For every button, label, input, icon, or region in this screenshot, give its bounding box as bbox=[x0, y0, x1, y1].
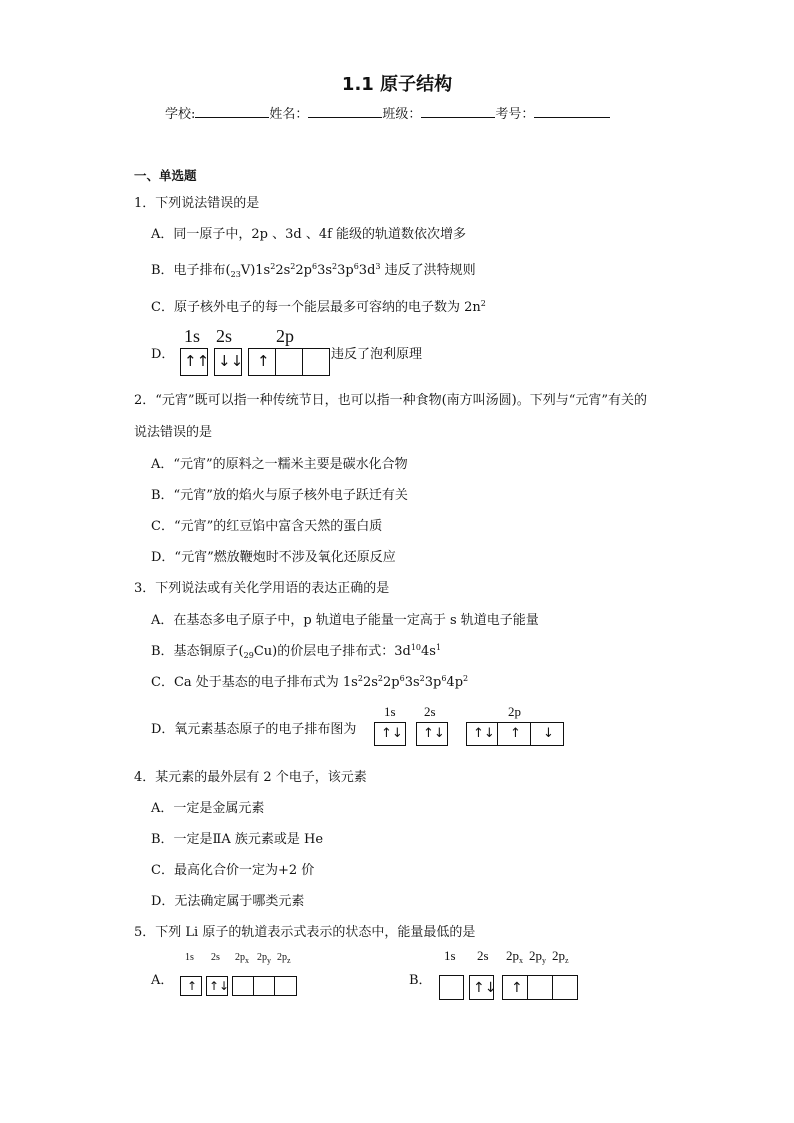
q1-option-d-text: 违反了泡利原理 bbox=[331, 347, 423, 362]
q4-option-a: A．一定是金属元素 bbox=[151, 801, 265, 816]
orbital-box bbox=[552, 975, 578, 1000]
question-2-stem-line1: 2．“元宵”既可以指一种传统节日，也可以指一种食物(南方叫汤圆)。下列与“元宵”有关的 bbox=[134, 393, 647, 408]
page-title: 1.1 原子结构 bbox=[341, 74, 453, 95]
question-4-stem: 4．某元素的最外层有 2 个电子，该元素 bbox=[134, 770, 367, 785]
orbital-box bbox=[180, 976, 202, 996]
q3-option-d-label: D．氧元素基态原子的电子排布图为 bbox=[151, 722, 357, 737]
orbital-label-2s: 2s bbox=[424, 704, 436, 719]
q2-option-a: A．“元宵”的原料之一糯米主要是碳水化合物 bbox=[151, 457, 408, 472]
up-up-arrow-icon: ↑↑ bbox=[184, 352, 210, 370]
orbital-label-2s: 2s bbox=[216, 326, 233, 346]
q4-option-c: C．最高化合价一定为+2 价 bbox=[151, 863, 315, 878]
orbital-box bbox=[497, 722, 531, 746]
q4-option-d: D．无法确定属于哪类元素 bbox=[151, 894, 305, 909]
orbital-label-1s: 1s bbox=[184, 326, 201, 346]
class-blank bbox=[421, 104, 495, 118]
orbital-label-2px: $2p_x$ bbox=[235, 952, 249, 965]
orbital-box bbox=[232, 976, 254, 996]
school-label: 学校: bbox=[165, 107, 196, 122]
up-arrow-icon: ↑ bbox=[510, 726, 521, 741]
orbital-box bbox=[469, 975, 497, 1000]
orbital-label-2py: $2p_y$ bbox=[529, 948, 546, 965]
class-label: 班级： bbox=[382, 107, 422, 122]
orbital-box bbox=[214, 348, 242, 376]
orbital-label-1s: 1s bbox=[384, 704, 396, 719]
orbital-label-2p: 2p bbox=[508, 704, 521, 719]
q1-option-c: C．原子核外电子的每一个能层最多可容纳的电子数为 $2n^2$ bbox=[151, 299, 486, 315]
orbital-label-2s: 2s bbox=[211, 952, 220, 963]
orbital-box bbox=[274, 976, 297, 996]
name-label: 姓名： bbox=[269, 107, 309, 122]
up-down-arrow-icon: ↑↓ bbox=[381, 726, 403, 741]
orbital-box bbox=[180, 348, 208, 376]
orbital-label-1s: 1s bbox=[444, 948, 456, 963]
orbital-box bbox=[439, 975, 464, 1000]
q5-b-orbital-diagram bbox=[436, 948, 586, 1002]
question-5-stem: 5．下列 Li 原子的轨道表示式表示的状态中，能量最低的是 bbox=[134, 925, 476, 940]
student-info-line bbox=[165, 103, 610, 122]
up-arrow-icon: ↑ bbox=[187, 979, 198, 993]
q2-option-c: C．“元宵”的红豆馅中富含天然的蛋白质 bbox=[151, 519, 383, 534]
orbital-box bbox=[527, 975, 553, 1000]
q5-option-a-label: A． bbox=[151, 973, 174, 988]
question-1-stem: 1．下列说法错误的是 bbox=[134, 196, 260, 211]
q1-option-b: B．电子排布$(_{23}V)1s^22s^22p^63s^23p^63d^3$ 违反了洪特规则 bbox=[151, 262, 476, 279]
orbital-label-2p: 2p bbox=[276, 326, 294, 346]
orbital-label-2px: $2p_x$ bbox=[506, 948, 523, 965]
up-down-arrow-icon: ↑↓ bbox=[473, 726, 495, 741]
orbital-box bbox=[248, 348, 276, 376]
q3-option-b: B．基态铜原子$(_{29}Cu)$的价层电子排布式：$3d^{10}4s^1$ bbox=[151, 643, 442, 660]
orbital-label-2pz: $2p_z$ bbox=[277, 952, 291, 965]
orbital-box bbox=[374, 722, 406, 746]
orbital-box bbox=[206, 976, 228, 996]
question-2-stem-line2: 说法错误的是 bbox=[134, 425, 213, 440]
q1-d-orbital-diagram bbox=[176, 326, 336, 378]
q5-option-b-label: B． bbox=[409, 973, 432, 988]
q3-option-c: C．Ca 处于基态的电子排布式为 $1s^22s^22p^63s^23p^64p^2$ bbox=[151, 674, 469, 690]
q2-option-d: D．“元宵”燃放鞭炮时不涉及氧化还原反应 bbox=[151, 550, 396, 565]
up-down-arrow-icon: ↑↓ bbox=[473, 980, 497, 996]
q4-option-b: B．一定是ⅡA 族元素或是 He bbox=[151, 832, 324, 847]
q3-option-a: A．在基态多电子原子中，p 轨道电子能量一定高于 s 轨道电子能量 bbox=[151, 613, 539, 628]
q5-a-orbital-diagram bbox=[177, 952, 307, 998]
down-down-arrow-icon: ↓↓ bbox=[218, 352, 244, 370]
orbital-label-2pz: $2p_z$ bbox=[552, 948, 569, 965]
orbital-box bbox=[466, 722, 498, 746]
orbital-box bbox=[530, 722, 564, 746]
orbital-label-2py: $2p_y$ bbox=[257, 952, 271, 965]
orbital-box bbox=[253, 976, 275, 996]
section-heading: 一、单选题 bbox=[134, 168, 197, 183]
down-arrow-icon: ↓ bbox=[543, 726, 554, 741]
q1-option-a: A．同一原子中，2p 、3d 、4f 能级的轨道数依次增多 bbox=[151, 227, 467, 242]
orbital-box bbox=[502, 975, 528, 1000]
up-down-arrow-icon: ↑↓ bbox=[423, 726, 445, 741]
orbital-box bbox=[275, 348, 303, 376]
orbital-label-2s: 2s bbox=[477, 948, 489, 963]
orbital-label-1s: 1s bbox=[185, 952, 194, 963]
up-arrow-icon: ↑ bbox=[257, 352, 270, 370]
orbital-box bbox=[416, 722, 448, 746]
up-down-arrow-icon: ↑↓ bbox=[209, 979, 230, 993]
q2-option-b: B．“元宵”放的焰火与原子核外电子跃迁有关 bbox=[151, 488, 408, 503]
orbital-box bbox=[302, 348, 330, 376]
q1-option-d-label: D． bbox=[151, 347, 175, 362]
q3-d-orbital-diagram bbox=[372, 704, 572, 750]
school-blank bbox=[195, 104, 269, 118]
exam-no-blank bbox=[534, 104, 610, 118]
name-blank bbox=[308, 104, 382, 118]
question-3-stem: 3．下列说法或有关化学用语的表达正确的是 bbox=[134, 581, 390, 596]
exam-no-label: 考号： bbox=[495, 107, 535, 122]
up-arrow-icon: ↑ bbox=[511, 980, 523, 996]
